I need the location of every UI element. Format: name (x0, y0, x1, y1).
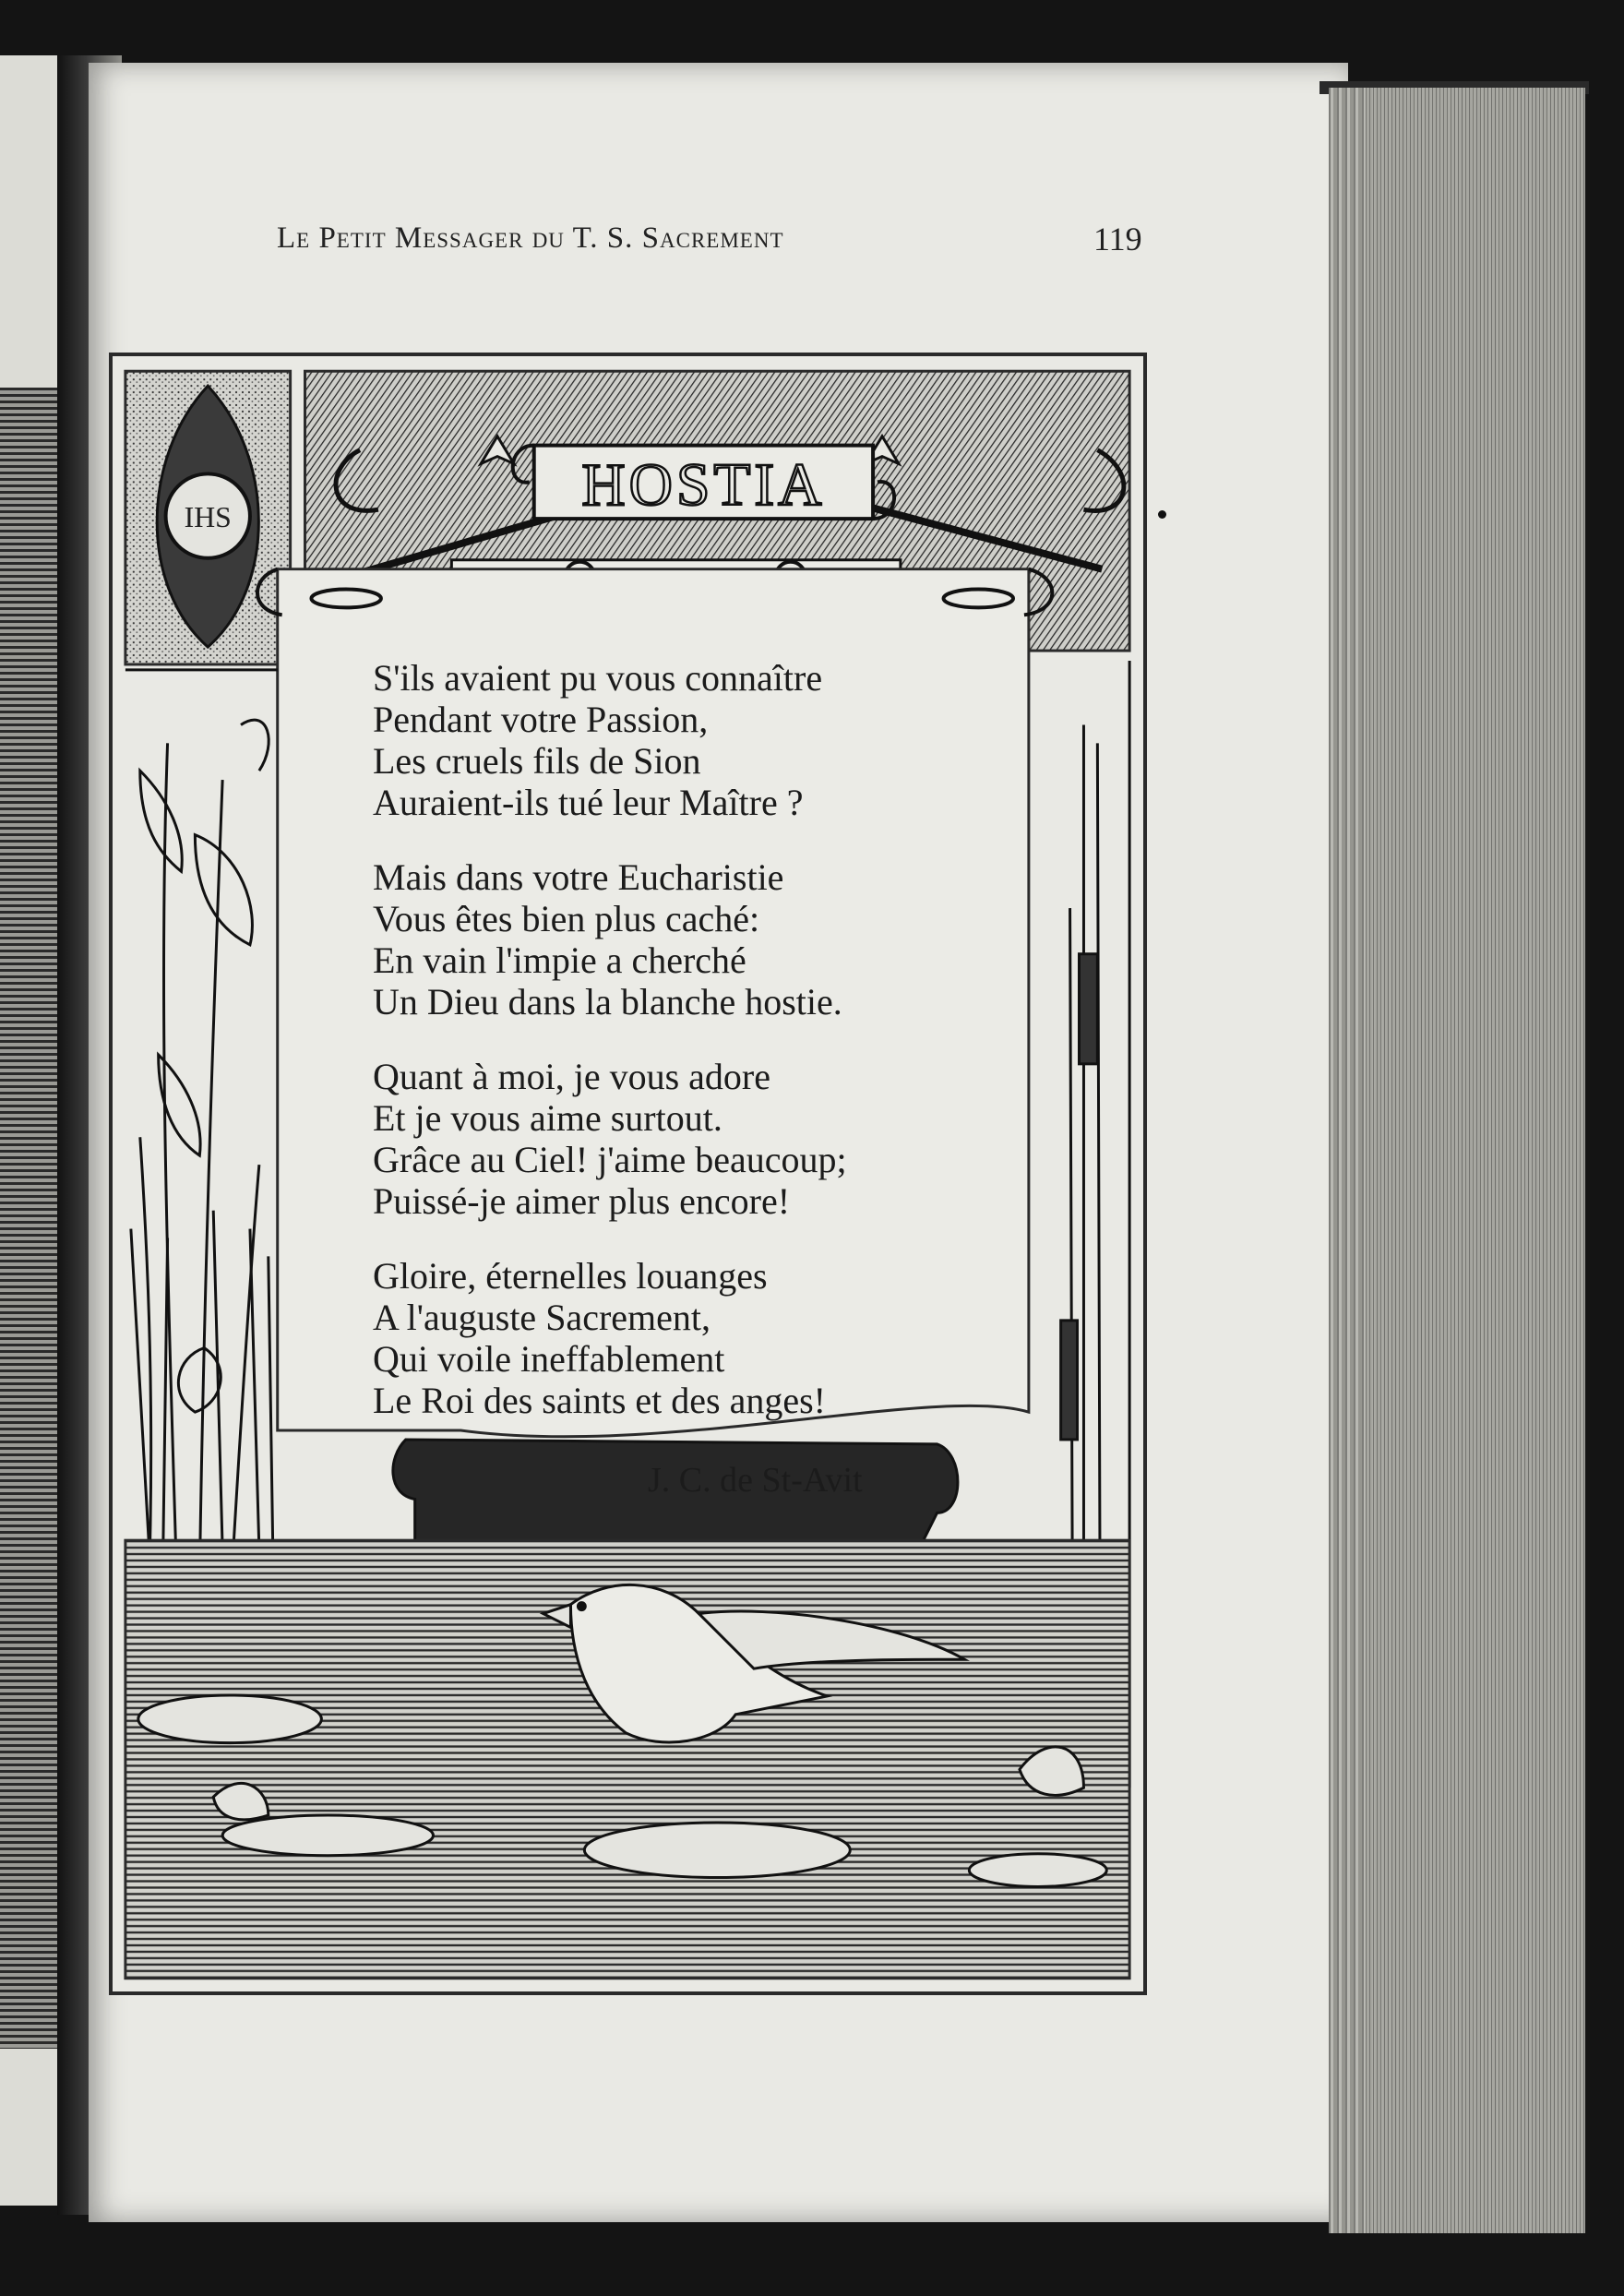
poem-line: Vous êtes bien plus caché: (373, 898, 760, 939)
poem-line: Auraient-ils tué leur Maître ? (373, 782, 804, 823)
poem-line: S'ils avaient pu vous connaître (373, 657, 823, 699)
left-lily-reeds (125, 670, 278, 1577)
page-block-edge (1329, 88, 1585, 2233)
poem-line: Gloire, éternelles louanges (373, 1255, 768, 1297)
poem-line: Quant à moi, je vous adore (373, 1056, 770, 1097)
poem-author: J. C. de St-Avit (648, 1461, 863, 1500)
page-number: 119 (1093, 221, 1142, 257)
stanza-4 (373, 1255, 1019, 1421)
poem-line: Les cruels fils de Sion (373, 740, 701, 782)
ink-speck (1158, 510, 1166, 519)
page-edge-lines (1366, 88, 1585, 2233)
lily-pad-2 (222, 1815, 433, 1856)
poem-line: Qui voile ineffablement (373, 1338, 725, 1380)
lily-pad-1 (138, 1695, 322, 1743)
running-head: Le Petit Messager du T. S. Sacrement (277, 221, 784, 255)
poem-line: Le Roi des saints et des anges! (373, 1380, 826, 1421)
poem-line: Mais dans votre Eucharistie (373, 856, 784, 898)
poem-line: Et je vous aime surtout. (373, 1097, 722, 1139)
poem-line: Pendant votre Passion, (373, 699, 709, 740)
lily-pad-4 (969, 1854, 1106, 1887)
poem-line: Puissé-je aimer plus encore! (373, 1180, 791, 1222)
ihs-monogram: IHS (184, 501, 232, 534)
hostia-title: HOSTIA (581, 452, 826, 520)
lily-pad-3 (584, 1823, 850, 1878)
stanza-2 (373, 856, 1019, 1022)
poem (373, 657, 1019, 1454)
illustration-frame (109, 353, 1147, 1995)
poem-line: En vain l'impie a cherché (373, 939, 746, 981)
poem-line: Grâce au Ciel! j'aime beaucoup; (373, 1139, 847, 1180)
poem-line: A l'auguste Sacrement, (373, 1297, 710, 1338)
poem-line: Un Dieu dans la blanche hostie. (373, 981, 842, 1022)
stanza-1 (373, 657, 1019, 823)
stanza-3 (373, 1056, 1019, 1222)
